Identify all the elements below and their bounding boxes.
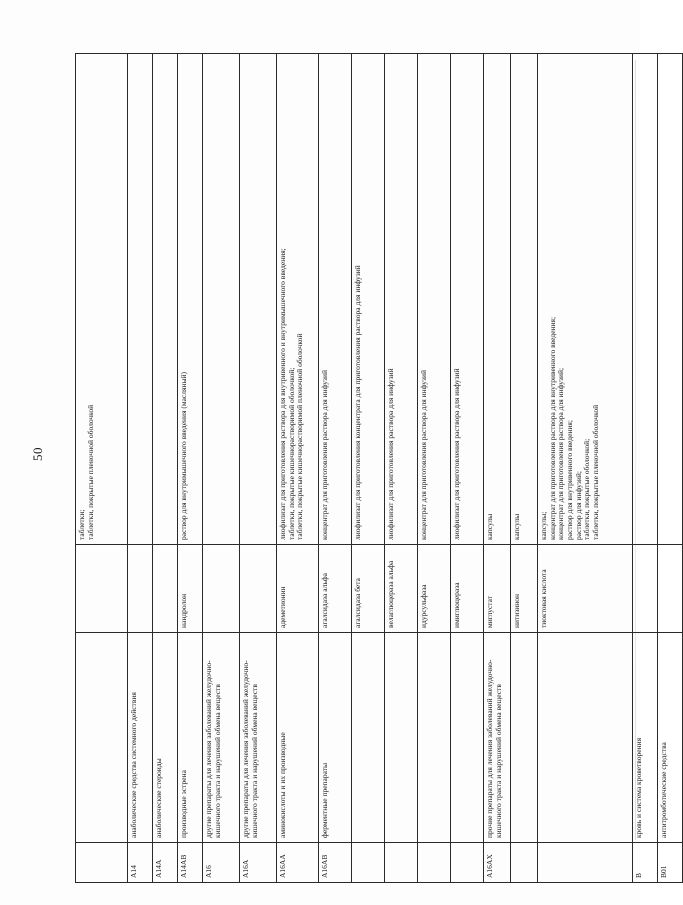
group-name-cell [451, 633, 484, 843]
dosage-form-line: концентрат для приготовления раствора для инфузий; [556, 367, 566, 540]
dosage-form-line: раствор для инфузий; [573, 471, 583, 540]
drug-name-cell: велаглюцераза альфа [385, 545, 418, 633]
atc-code-cell [352, 843, 385, 883]
dosage-form-cell [658, 54, 683, 545]
drug-name-cell [76, 545, 128, 633]
group-name-cell: аминокислоты и их производные [277, 633, 319, 843]
table-row [451, 54, 484, 883]
atc-code-cell: A16 [203, 843, 240, 883]
table-row [418, 54, 451, 883]
atc-code-cell [538, 843, 633, 883]
table-row [633, 54, 658, 883]
table-row [385, 54, 418, 883]
atc-code-cell: A16A [240, 843, 277, 883]
atc-code-cell [418, 843, 451, 883]
dosage-form-line: раствор для внутривенного введения; [564, 420, 574, 540]
drug-name-cell: нандролон [178, 545, 203, 633]
dosage-form-line: капсулы; [539, 511, 548, 540]
dosage-form-cell [385, 54, 418, 545]
drug-name-cell: миглустат [484, 545, 511, 633]
atc-code-cell [511, 843, 538, 883]
dosage-form-line: таблетки, покрытые кишечнорастворимой пленочной оболочкой [295, 333, 305, 540]
dosage-form-cell [511, 54, 538, 545]
dosage-form-line: лиофилизат для приготовления раствора для инфузий [452, 368, 461, 540]
drug-name-cell: агалсидаза альфа [319, 545, 352, 633]
dosage-form-cell [178, 54, 203, 545]
drug-name-cell [128, 545, 153, 633]
rotated-table-container [75, 54, 668, 883]
drug-name-cell [658, 545, 683, 633]
dosage-form-cell [76, 54, 128, 545]
group-name-cell [418, 633, 451, 843]
atc-code-cell: A16AB [319, 843, 352, 883]
dosage-form-cell [240, 54, 277, 545]
page-number: 50 [30, 447, 45, 461]
dosage-form-cell [538, 54, 633, 545]
dosage-form-cell [418, 54, 451, 545]
group-name-cell [538, 633, 633, 843]
dosage-form-line: лиофилизат для приготовления концентрата для приготовления раствора для инфузий [353, 265, 362, 540]
table-row [277, 54, 319, 883]
atc-code-cell: A16AA [277, 843, 319, 883]
drug-name-cell [203, 545, 240, 633]
dosage-form-line: лиофилизат для приготовления раствора для инфузий [386, 368, 395, 540]
drug-name-cell: тиоктовая кислота [538, 545, 633, 633]
drug-name-cell [153, 545, 178, 633]
atc-code-cell: B [633, 843, 658, 883]
group-name-cell [352, 633, 385, 843]
atc-code-cell: A14AB [178, 843, 203, 883]
table-row [203, 54, 240, 883]
group-name-cell: кровь и система кроветворения [633, 633, 658, 843]
dosage-form-cell [484, 54, 511, 545]
drug-name-cell [240, 545, 277, 633]
group-name-cell: другие препараты для лечения заболеваний желудочно-кишечного тракта и нарушений обмена веществ [203, 633, 240, 843]
table-row [658, 54, 683, 883]
table-row [153, 54, 178, 883]
dosage-form-line: таблетки, покрытые оболочкой; [582, 438, 592, 540]
dosage-form-cell [277, 54, 319, 545]
group-name-cell: ферментные препараты [319, 633, 352, 843]
drug-name-cell [633, 545, 658, 633]
drug-name-cell: имиглюцераза [451, 545, 484, 633]
table-row [128, 54, 153, 883]
dosage-form-line: концентрат для приготовления раствора для внутривенного введения; [547, 316, 557, 540]
drug-name-cell: идурсульфаза [418, 545, 451, 633]
table-row [352, 54, 385, 883]
atc-code-cell [451, 843, 484, 883]
atc-code-cell: B01 [658, 843, 683, 883]
group-name-cell: анаболические средства системного действия [128, 633, 153, 843]
dosage-form-line: лиофилизат для приготовления раствора для внутривенного и внутримышечного введения; [278, 248, 287, 540]
table-row [319, 54, 352, 883]
dosage-form-cell [352, 54, 385, 545]
dosage-form-line: капсулы [485, 513, 494, 540]
dosage-form-line: концентрат для приготовления раствора для инфузий [320, 370, 329, 540]
group-name-cell [76, 633, 128, 843]
atc-code-cell: A16AX [484, 843, 511, 883]
drug-name-cell: адеметионин [277, 545, 319, 633]
table-row [538, 54, 633, 883]
group-name-cell: анаболические стероиды [153, 633, 178, 843]
atc-code-cell: A14A [153, 843, 178, 883]
drug-table [75, 53, 683, 883]
dosage-form-line: таблетки, покрытые пленочной оболочкой [590, 404, 600, 540]
drug-name-cell: агалсидаза бета [352, 545, 385, 633]
drug-table-body [76, 54, 683, 883]
dosage-form-line: раствор для внутримышечного введения (масляный) [179, 372, 188, 540]
table-row [240, 54, 277, 883]
drug-name-cell: нитизинон [511, 545, 538, 633]
dosage-form-line: таблетки, покрытые кишечнорастворимой оболочкой; [286, 367, 296, 540]
table-row [76, 54, 128, 883]
dosage-form-cell [451, 54, 484, 545]
dosage-form-line: таблетки, покрытые пленочной оболочкой [85, 404, 95, 540]
atc-code-cell [76, 843, 128, 883]
table-row [484, 54, 511, 883]
group-name-cell: другие препараты для лечения заболеваний желудочно-кишечного тракта и нарушений обмена веществ [240, 633, 277, 843]
group-name-cell: производные эстрена [178, 633, 203, 843]
dosage-form-line: капсулы [512, 513, 521, 540]
group-name-cell [511, 633, 538, 843]
dosage-form-cell [128, 54, 153, 545]
group-name-cell: прочие препараты для лечения заболеваний желудочно-кишечного тракта и нарушений обмена веществ [484, 633, 511, 843]
dosage-form-line: концентрат для приготовления раствора для инфузий [419, 370, 428, 540]
dosage-form-cell [633, 54, 658, 545]
group-name-cell [385, 633, 418, 843]
dosage-form-line: таблетки; [77, 509, 86, 540]
dosage-form-cell [203, 54, 240, 545]
dosage-form-cell [153, 54, 178, 545]
dosage-form-cell [319, 54, 352, 545]
group-name-cell: антитромботические средства [658, 633, 683, 843]
table-row [511, 54, 538, 883]
atc-code-cell: A14 [128, 843, 153, 883]
table-row [178, 54, 203, 883]
atc-code-cell [385, 843, 418, 883]
